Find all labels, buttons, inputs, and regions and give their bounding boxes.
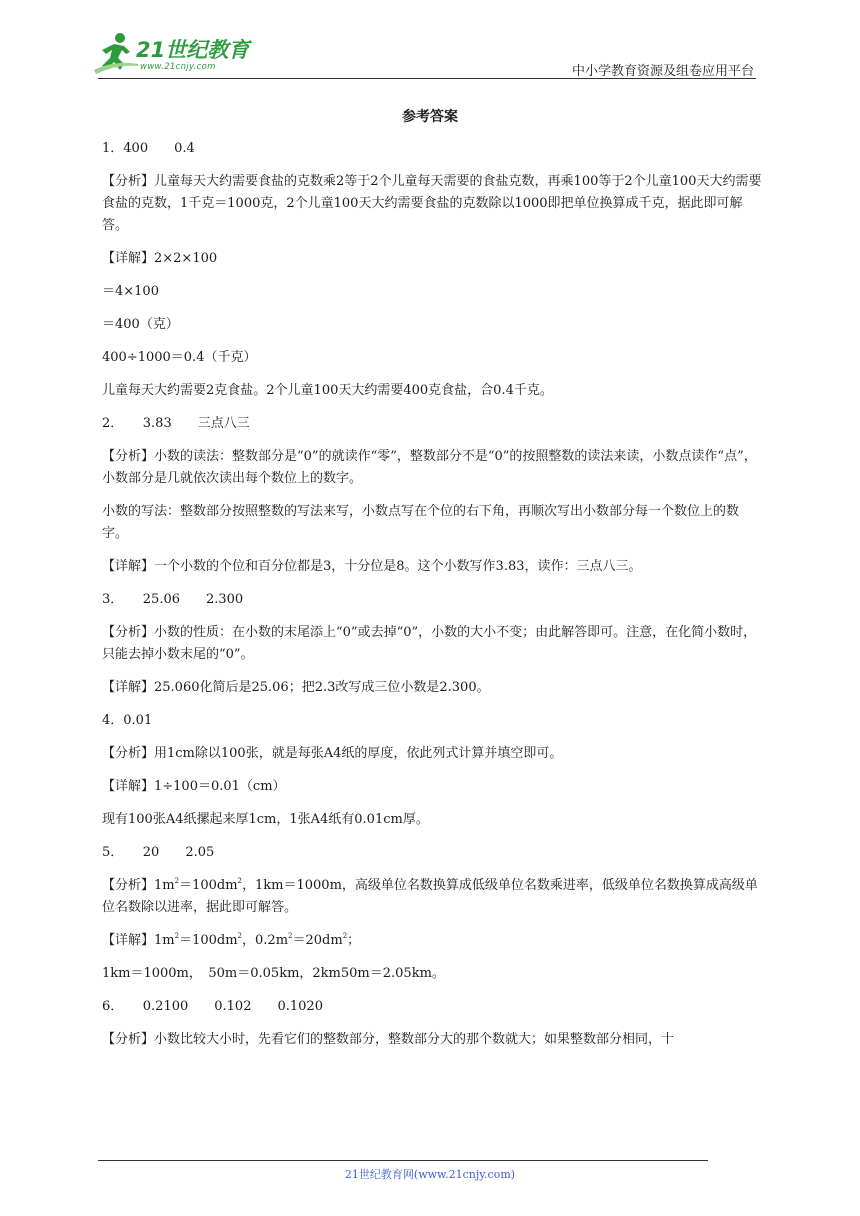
answer-line: 1．400 0.4	[102, 141, 195, 156]
answer-content	[102, 138, 762, 1051]
superscript: 2	[288, 932, 293, 940]
analysis-text: 【分析】儿童每天大约需要食盐的克数乘2等于2个儿童每天需要的食盐克数，再乘100等于2个儿童100天大约需要食盐的克数，1千克＝1000克，2个儿童100天大约需要食盐的克数除以1000即把单位换算成千克，据此即可解答。	[102, 174, 762, 233]
answer-line: 5． 20 2.05	[102, 845, 215, 860]
detail-text: 【详解】一个小数的个位和百分位都是3，十分位是8。这个小数写作3.83，读作：三点八三。	[102, 559, 642, 574]
detail-part: 【详解】1m	[102, 933, 175, 948]
analysis-text: 【分析】小数的读法：整数部分是“0”的就读作“零”，整数部分不是“0”的按照整数的读法来读，小数点读作“点”，小数部分是几就依次读出每个数位上的数字。	[102, 449, 757, 486]
runner-logo-icon	[94, 30, 138, 76]
footer-divider	[98, 1160, 708, 1161]
detail-text: 儿童每天大约需要2克食盐。2个儿童100天大约需要400克食盐，合0.4千克。	[102, 383, 553, 398]
analysis-text	[102, 875, 762, 919]
detail-part: ，0.2m	[242, 933, 289, 948]
answer-line: 3． 25.06 2.300	[102, 592, 244, 607]
header-divider	[98, 78, 756, 79]
detail-text: 1km＝1000m， 50m＝0.05km，2km50m＝2.05km。	[102, 966, 445, 981]
analysis-part: ＝100dm	[179, 878, 238, 893]
analysis-text: 【分析】小数的性质：在小数的末尾添上“0”或去掉“0”，小数的大小不变；由此解答即可。注意，在化简小数时，只能去掉小数末尾的“0”。	[102, 625, 757, 662]
superscript: 2	[237, 877, 243, 885]
detail-text: 现有100张A4纸摞起来厚1cm，1张A4纸有0.01cm厚。	[102, 812, 429, 827]
logo-url: www.21cnjy.com	[140, 62, 216, 72]
detail-text: 【详解】25.060化简后是25.06；把2.3改写成三位小数是2.300。	[102, 680, 490, 695]
answer-line: 4．0.01	[102, 713, 153, 728]
detail-text: 【详解】2×2×100	[102, 251, 218, 266]
detail-text: 【详解】1÷100＝0.01（cm）	[102, 779, 286, 794]
superscript: 2	[174, 932, 180, 940]
detail-text: ＝4×100	[102, 284, 159, 299]
analysis-text: 小数的写法：整数部分按照整数的写法来写，小数点写在个位的右下角，再顺次写出小数部分每一个数位上的数字。	[102, 504, 740, 541]
page-header	[0, 0, 860, 90]
detail-text: 400÷1000＝0.4（千克）	[102, 350, 257, 365]
platform-name: 中小学教育资源及组卷应用平台	[571, 64, 754, 79]
analysis-text: 【分析】用1cm除以100张，就是每张A4纸的厚度，依此列式计算并填空即可。	[102, 746, 563, 761]
answer-line: 6． 0.2100 0.102 0.1020	[102, 999, 323, 1014]
detail-part: ＝20dm	[292, 933, 343, 948]
detail-part: ＝100dm	[179, 933, 238, 948]
logo-text: 21世纪教育	[136, 38, 250, 62]
footer-link[interactable]: 21世纪教育网(www.21cnjy.com)	[344, 1168, 516, 1181]
answer-line: 2． 3.83 三点八三	[102, 416, 250, 431]
detail-text: ＝400（克）	[102, 317, 179, 332]
detail-part: ；	[347, 933, 361, 948]
detail-text	[102, 930, 762, 952]
site-logo	[94, 30, 264, 78]
superscript: 2	[342, 932, 348, 940]
analysis-text: 【分析】小数比较大小时，先看它们的整数部分，整数部分大的那个数就大；如果整数部分相同，十	[102, 1032, 675, 1047]
analysis-part: ，1km＝1000m，高级单位名数换算成低级单位名数乘进率，低级单位名数换算成高级单位名数除以进率，据此即可解答。	[102, 878, 758, 915]
superscript: 2	[174, 877, 180, 885]
page-title: 参考答案	[402, 109, 458, 125]
superscript: 2	[237, 932, 243, 940]
analysis-part: 【分析】1m	[102, 878, 175, 893]
